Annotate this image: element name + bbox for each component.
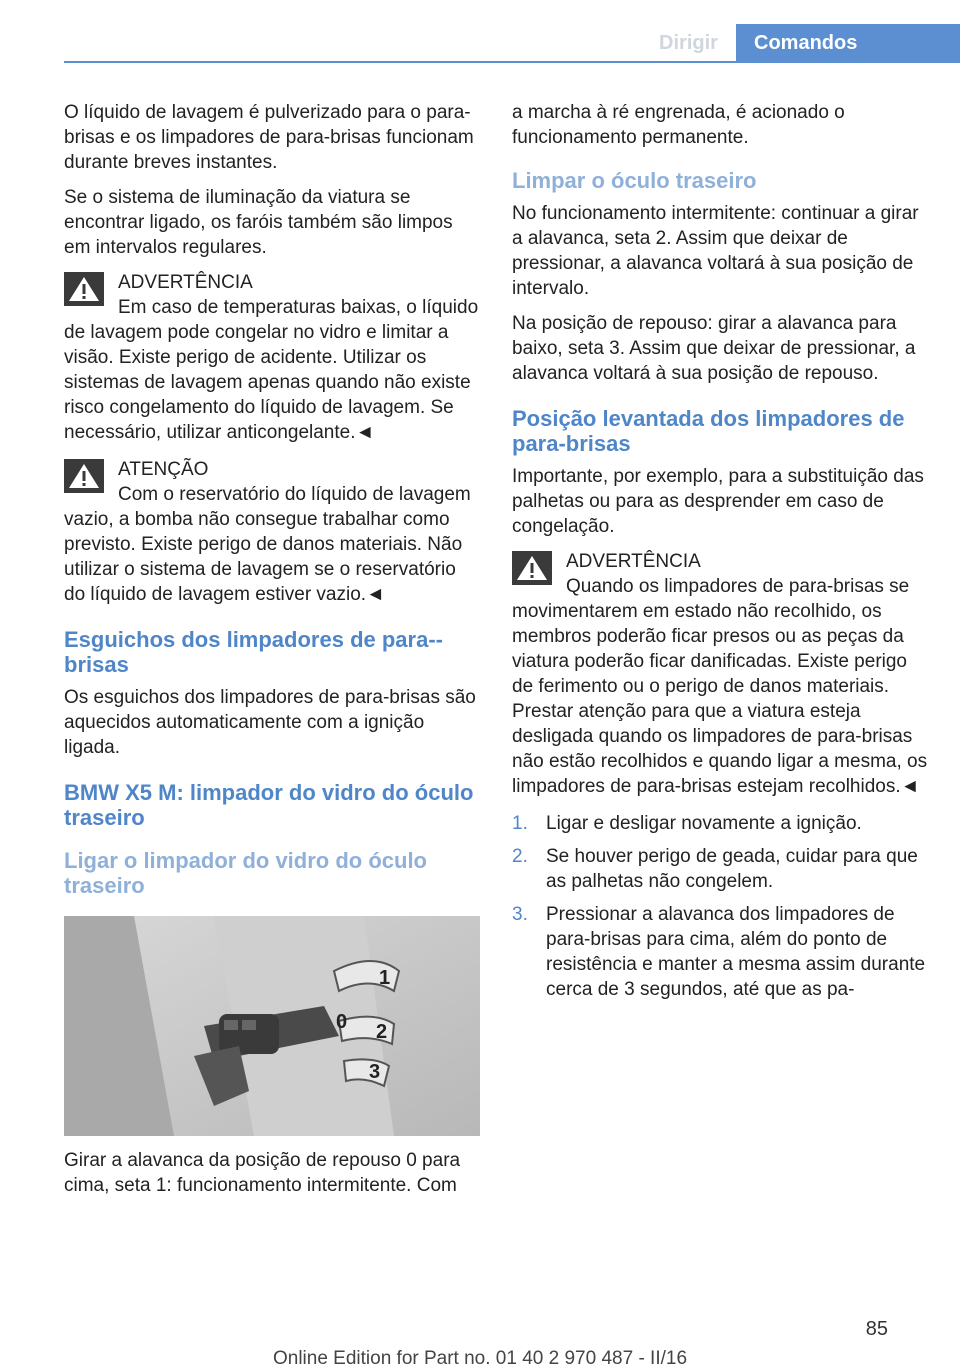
paragraph-clean-rest: Na posição de repouso: girar a alavanca para baixo, seta 3. Assim que deixar de pressionar, a alavanca voltará à sua posição de repouso. — [512, 313, 916, 384]
heading-raised-position: Posição levantada dos limpadores de para-brisas — [512, 406, 905, 456]
warning-title: ADVERTÊNCIA — [118, 272, 253, 293]
paragraph-raised-position: Importante, por exemplo, para a substituição das palhetas ou para as desprender em caso de congelação. — [512, 466, 924, 537]
heading-switch-on-rear-wiper: Ligar o limpador do vidro do óculo traseiro — [64, 848, 427, 898]
page-header — [0, 0, 960, 62]
list-item — [512, 902, 932, 1002]
arrow-label-3: 3 — [369, 1061, 381, 1083]
warning-title: ATENÇÃO — [118, 459, 209, 480]
warning-title: ADVERTÊNCIA — [566, 551, 701, 572]
edition-note: Online Edition for Part no. 01 40 2 970 487 - II/16 — [272, 1348, 688, 1369]
warning-text: Com o reservatório do líquido de lavagem vazio, a bomba não consegue trabalhar como previsto. Existe perigo de danos materiais. Não utilizar o sistema de lavagem se o reservatório do líquido de lavagem estiver vazio.◄ — [64, 484, 471, 605]
step-text: Se houver perigo de geada, cuidar para que as palhetas não congelem. — [546, 846, 918, 892]
heading-clean-rear-window: Limpar o óculo traseiro — [512, 168, 757, 193]
paragraph-caption: Girar a alavanca da posição de repouso 0 para cima, seta 1: funcionamento intermitente. Com — [64, 1150, 461, 1196]
page-number: 85 — [865, 1318, 888, 1340]
wiper-lever-figure — [64, 916, 480, 1136]
warning-triangle-icon — [64, 459, 104, 493]
step-number: 3. — [512, 904, 528, 925]
steps-list — [512, 811, 932, 1002]
paragraph-esguichos: Os esguichos dos limpadores de para-brisas são aquecidos automaticamente com a ignição ligada. — [64, 687, 476, 758]
section-tab-dirigir: Dirigir — [659, 32, 718, 54]
warning-block-reservoir — [64, 457, 480, 607]
arrow-label-2: 2 — [376, 1021, 388, 1043]
warning-block-wipers — [512, 549, 932, 799]
paragraph-clean-intermittent: No funcionamento intermitente: continuar a girar a alavanca, seta 2. Assim que deixar de pressionar, a alavanca voltará à sua posição de intervalo. — [512, 203, 919, 299]
step-number: 1. — [512, 813, 528, 834]
warning-triangle-icon — [64, 272, 104, 306]
paragraph-continuation: a marcha à ré engrenada, é acionado o funcionamento permanente. — [512, 102, 845, 148]
step-number: 2. — [512, 846, 528, 867]
heading-x5m-rear-wiper: BMW X5 M: limpador do vidro do óculo traseiro — [64, 780, 474, 830]
warning-text: Em caso de temperaturas baixas, o líquido de lavagem pode congelar no vidro e limitar a visão. Existe perigo de acidente. Utilizar os sistemas de lavagem apenas quando não existe risco congelamento do líquido de lavagem. Se necessário, utilizar anticongelante.◄ — [64, 297, 479, 443]
wiper-lever-illustration — [64, 916, 480, 1136]
step-text: Pressionar a alavanca dos limpadores de para-brisas para cima, além do ponto de resistência e manter a mesma assim durante cerca de 3 segundos, até que as pa- — [546, 904, 926, 1000]
warning-text: Quando os limpadores de para-brisas se movimentarem em estado não recolhido, os membros poderão ficar presos ou as peças da viatura poderão ficar danificadas. Existe perigo de ferimento ou o perigo de danos materiais. Prestar atenção para que a viatura esteja desligada quando os limpadores de para-brisas não estão recolhidos e quando ligar a mesma, os limpadores de para-brisas estejam recolhidos.◄ — [512, 576, 928, 797]
paragraph-headlights: Se o sistema de iluminação da viatura se encontrar ligado, os faróis também são limpos em intervalos regulares. — [64, 187, 453, 258]
heading-esguichos: Esguichos dos limpadores de para--brisas — [64, 627, 443, 677]
list-item — [512, 811, 932, 836]
step-text: Ligar e desligar novamente a ignição. — [546, 813, 862, 834]
paragraph-spray: O líquido de lavagem é pulverizado para o para-brisas e os limpadores de para-brisas funcionam durante breves instantes. — [64, 102, 474, 173]
left-column — [64, 100, 480, 1208]
warning-triangle-icon — [512, 551, 552, 585]
right-column — [512, 100, 932, 1010]
section-tab-comandos: Comandos — [736, 24, 960, 62]
arrow-label-1: 1 — [379, 967, 391, 989]
warning-block-frost — [64, 270, 480, 445]
arrow-label-0: 0 — [336, 1011, 348, 1033]
list-item — [512, 844, 932, 894]
header-rule — [64, 61, 960, 63]
